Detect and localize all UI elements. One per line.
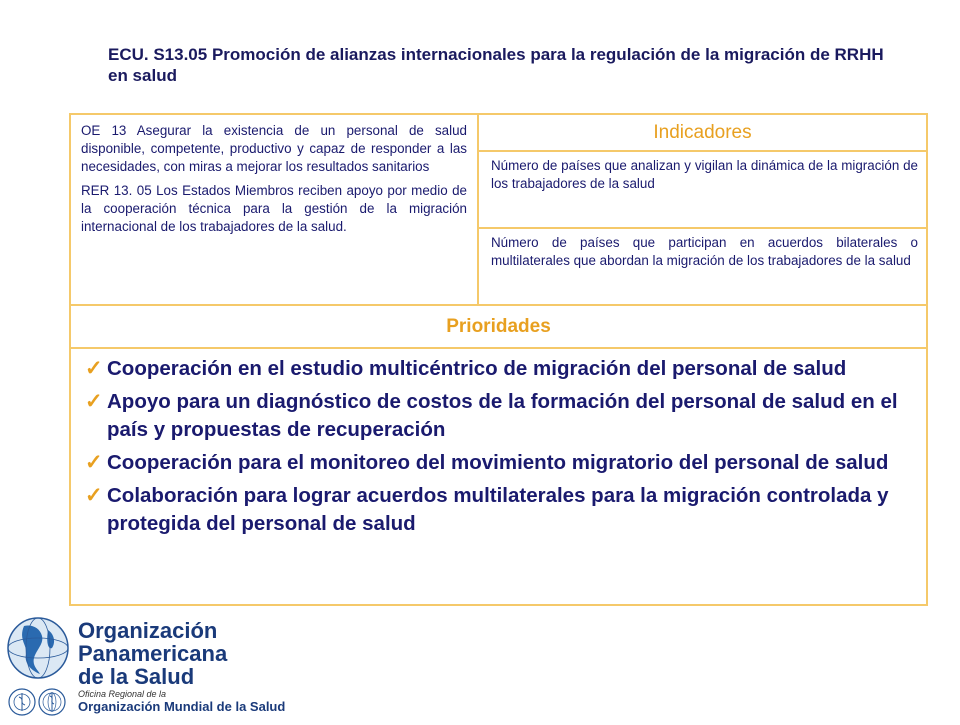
org-name-line: de la Salud: [78, 664, 195, 689]
content-table: [69, 113, 928, 606]
regional-office-label: Oficina Regional de la: [78, 689, 167, 699]
indicator-item: Número de países que participan en acuerdos bilaterales o multilaterales que abordan la migración de los trabajadores de la salud: [479, 229, 926, 306]
who-emblem-icon: [39, 689, 65, 715]
org-name-line: Panamericana: [78, 641, 228, 666]
priorities-list: [71, 349, 926, 604]
paho-emblem-icon: [9, 689, 35, 715]
priority-item: [85, 449, 916, 477]
priority-text: Cooperación en el estudio multicéntrico de migración del personal de salud: [107, 357, 847, 380]
rer-text: RER 13. 05 Los Estados Miembros reciben apoyo por medio de la cooperación técnica para la gestión de la migración internacional de los trabajadores de la salud.: [81, 183, 467, 234]
priorities-heading: Prioridades: [71, 306, 926, 349]
priority-text: Cooperación para el monitoreo del movimiento migratorio del personal de salud: [107, 451, 889, 474]
priority-item: [85, 388, 916, 444]
oe-text: OE 13 Asegurar la existencia de un personal de salud disponible, competente, productivo y capaz de responder a las necesidades, con miras a mejorar los resultados sanitarios: [81, 123, 467, 174]
checkmark-icon: ✓: [85, 357, 103, 380]
org-name: [78, 619, 227, 688]
indicators-heading: Indicadores: [479, 115, 926, 152]
priority-text: Apoyo para un diagnóstico de costos de la formación del personal de salud en el país y propuestas de recuperación: [107, 390, 898, 441]
indicator-item: Número de países que analizan y vigilan la dinámica de la migración de los trabajadores de la salud: [479, 152, 926, 229]
checkmark-icon: ✓: [85, 451, 103, 474]
checkmark-icon: ✓: [85, 390, 103, 413]
priority-item: [85, 355, 916, 383]
page-title: ECU. S13.05 Promoción de alianzas internacionales para la regulación de la migración de RRHH en salud: [108, 45, 884, 85]
who-name: Organización Mundial de la Salud: [78, 699, 286, 714]
priority-item: [85, 482, 916, 538]
org-name-line: Organización: [78, 618, 218, 643]
checkmark-icon: ✓: [85, 484, 103, 507]
objective-cell: [71, 115, 479, 306]
priority-text: Colaboración para lograr acuerdos multilaterales para la migración controlada y protegida del personal de salud: [107, 484, 889, 535]
